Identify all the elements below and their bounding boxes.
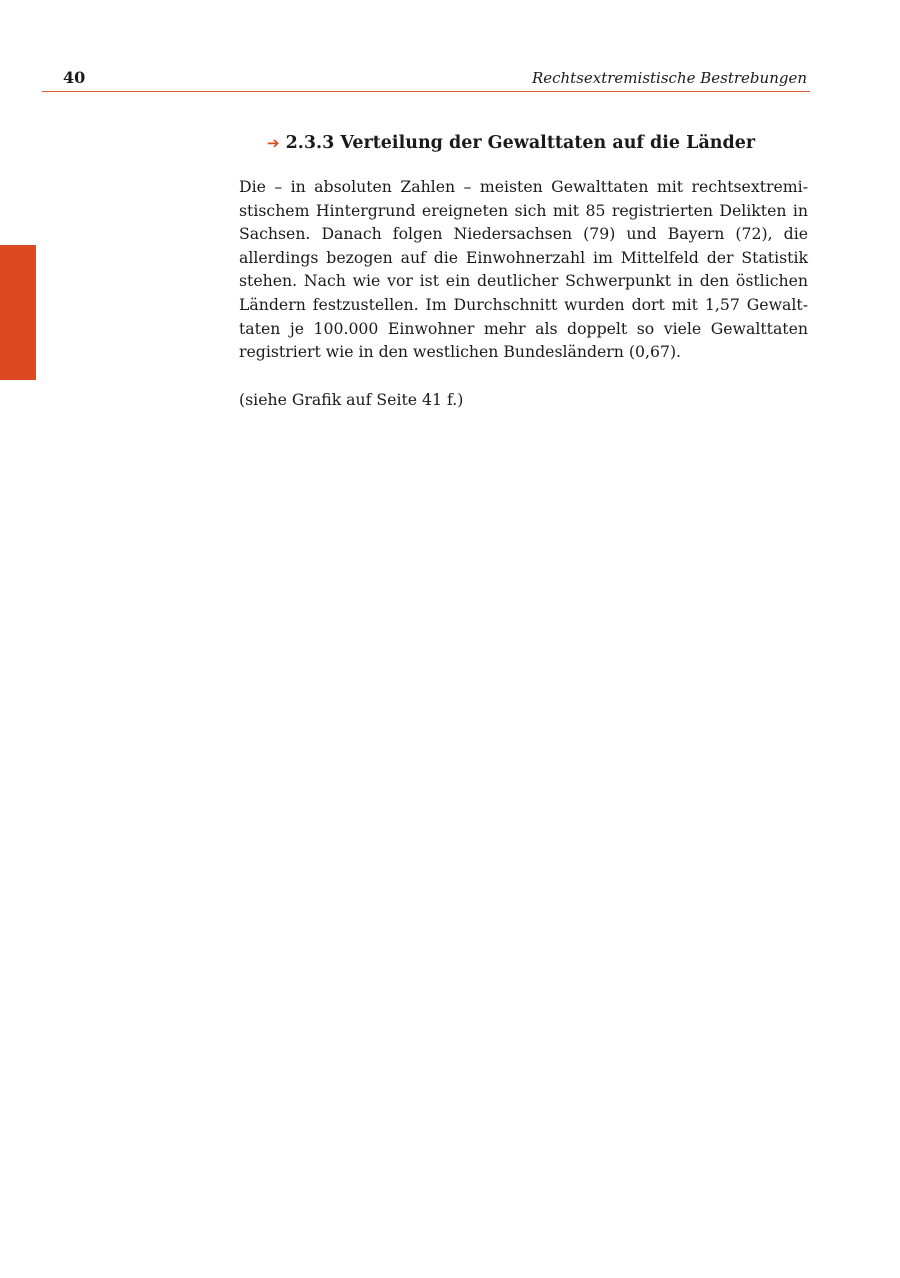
chapter-side-marker (0, 245, 36, 380)
page-number: 40 (63, 68, 86, 87)
running-title: Rechtsextremistische Bestrebungen (531, 69, 807, 87)
body-paragraph: Die – in absoluten Zahlen – meisten Gewalttaten mit rechtsextremistischem Hintergrund ereigneten sich mit 85 registrierten Delikten in Sachsen. Danach folgen Niedersachsen (79) und Bayern (72), die allerdings bezogen auf die Einwohnerzahl im Mittelfeld der Statistik stehen. Nach wie vor ist ein deutlicher Schwerpunkt in den östlichen Ländern festzustellen. Im Durchschnitt wurden dort mit 1,57 Gewalttaten je 100.000 Einwohner mehr als doppelt so viele Gewalttaten registriert wie in den westlichen Bundesländern (0,67). (239, 177, 808, 362)
section-heading (267, 131, 755, 155)
arrow-right-icon: ➔ (267, 134, 280, 152)
section-heading-text: 2.3.3 Verteilung der Gewalttaten auf die Länder (285, 133, 756, 153)
graphic-reference-note: (siehe Grafik auf Seite 41 f.) (239, 390, 464, 409)
header-divider (42, 91, 810, 92)
